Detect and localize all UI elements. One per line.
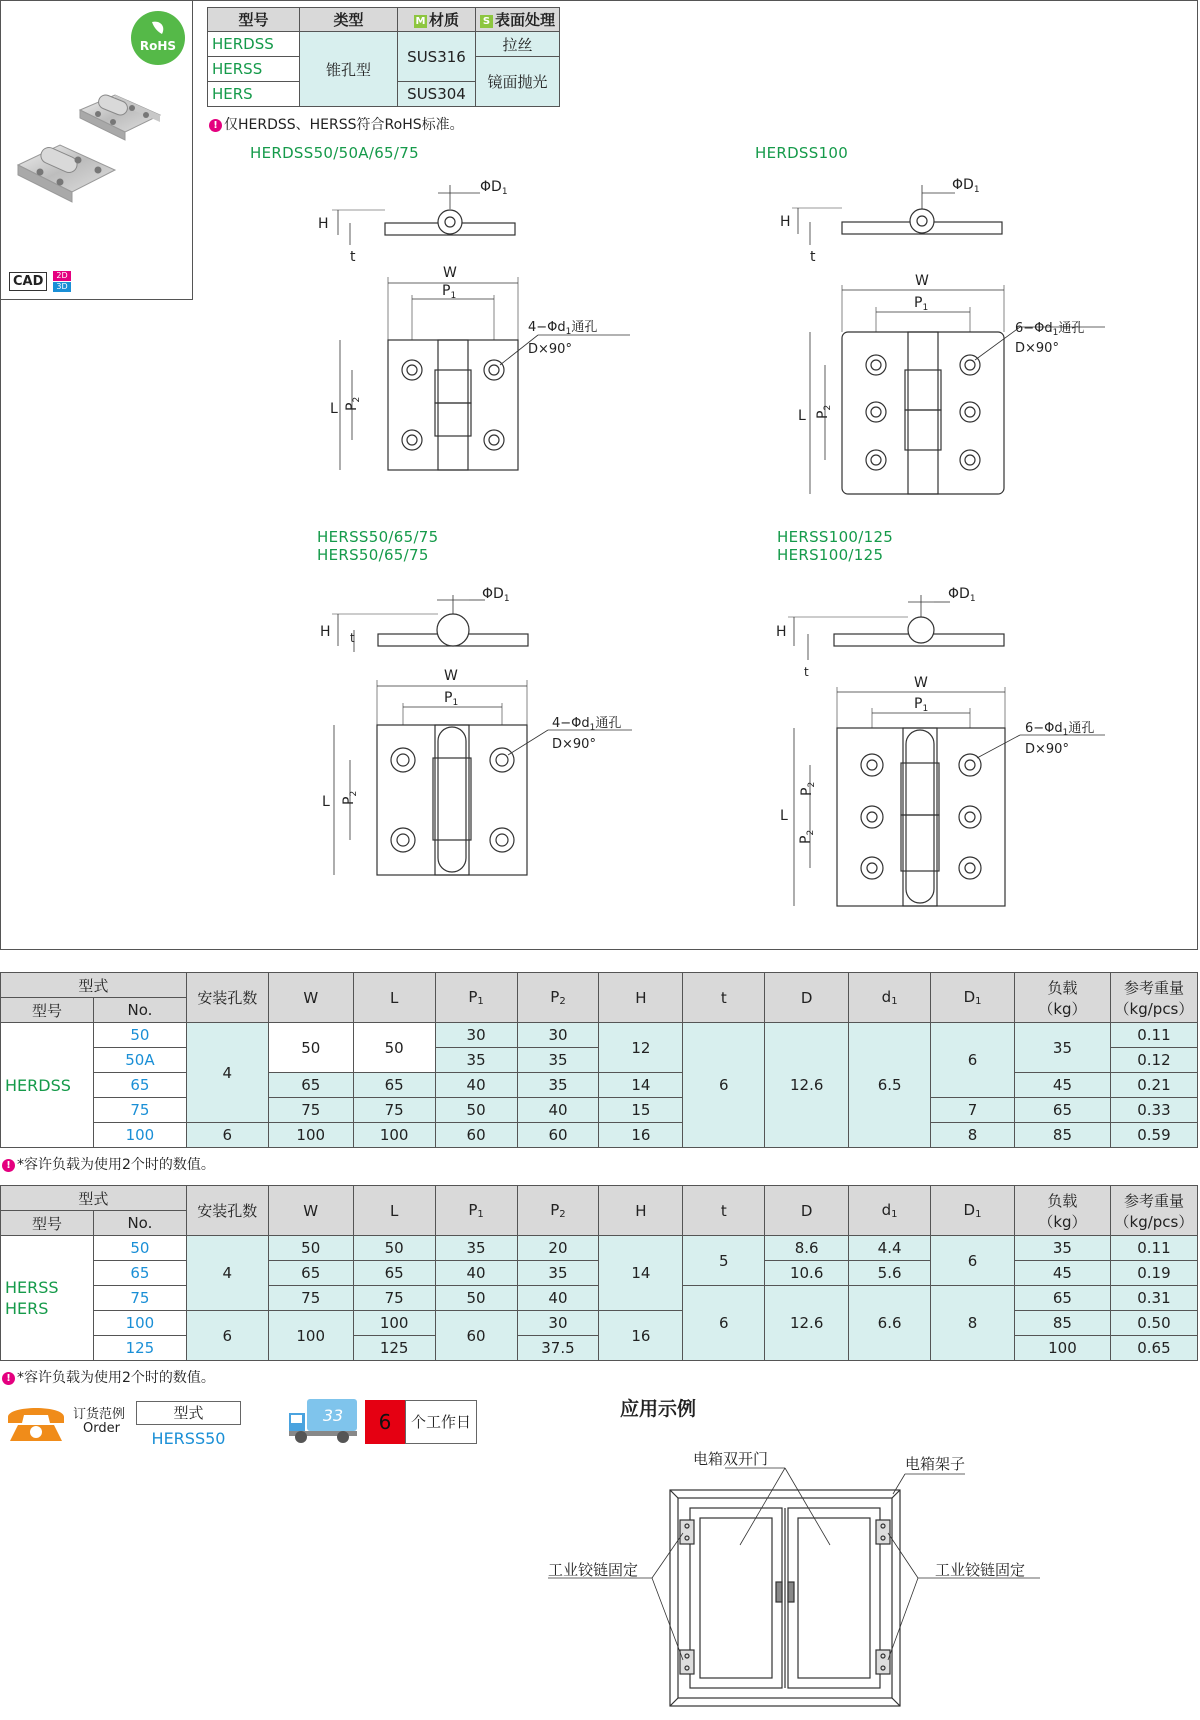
cell-holes: 6 [186, 1123, 268, 1148]
cell-w: 100 [268, 1123, 353, 1148]
svg-text:P2: $P_2$ [815, 404, 833, 419]
dim-p1-label: P [914, 696, 923, 712]
cell-weight: 0.65 [1110, 1336, 1197, 1361]
spec-model: HERDSS [208, 32, 300, 57]
header-d: D [765, 1186, 849, 1236]
order-label-cn: 订货范例 [73, 1407, 126, 1422]
dim-d1-label: ΦD [480, 179, 502, 195]
header-model: 型号 [1, 1211, 94, 1236]
hole [959, 857, 981, 879]
hole-suffix: 通孔 [1058, 321, 1085, 336]
dim-h-label: H [780, 214, 791, 230]
cell-p2: 20 [517, 1236, 599, 1261]
cell-h: 14 [599, 1236, 683, 1311]
cell-weight: 0.11 [1110, 1023, 1197, 1048]
table-no: 75 [93, 1098, 186, 1123]
svg-text:4−Φd1通孔: $4-\Phi d_1$通孔 [552, 716, 622, 733]
cad-3d-badge[interactable]: 3D [53, 282, 71, 292]
cell-weight: 0.21 [1110, 1073, 1197, 1098]
header-h: H [599, 1186, 683, 1236]
dim-p2-label: P [798, 835, 814, 844]
cell-p2: 40 [517, 1098, 599, 1123]
dim-h-label: H [318, 216, 329, 232]
table-no: 65 [93, 1073, 186, 1098]
table-no: 50 [93, 1023, 186, 1048]
cell-p1: 40 [435, 1073, 517, 1098]
cell-p1: 35 [435, 1048, 517, 1073]
cell-l: 75 [353, 1286, 435, 1311]
cell-w: 50 [268, 1236, 353, 1261]
header-load [1014, 973, 1110, 1023]
load-note [2, 1367, 215, 1387]
application-diagram [540, 1450, 1060, 1712]
header-p1-text: P [468, 988, 478, 1006]
hole [960, 450, 980, 470]
svg-text:6−Φd1通孔: $6-\Phi d_1$通孔 [1015, 321, 1085, 338]
cell-h: 12 [599, 1023, 683, 1073]
cell-p1: 60 [435, 1123, 517, 1148]
cell-load: 85 [1014, 1123, 1110, 1148]
dim-p2-label: P [344, 402, 360, 411]
hole-suffix: 通孔 [1068, 721, 1095, 736]
herss-spec-table [0, 1185, 1198, 1361]
header-d1-large: $D_1$ [931, 973, 1015, 1023]
drawing-title: HERSS50/65/75 [317, 528, 439, 546]
header-weight-1: 参考重量 [1123, 1191, 1184, 1210]
cell-load: 65 [1014, 1286, 1110, 1311]
header-w: W [268, 1186, 353, 1236]
cell-weight: 0.11 [1110, 1236, 1197, 1261]
cell-p1: 30 [435, 1023, 517, 1048]
cell-p2: 35 [517, 1048, 599, 1073]
cell-D1: 7 [931, 1098, 1015, 1123]
hinge-mark [680, 1650, 694, 1674]
truck-badge: 33 [322, 1406, 344, 1425]
spec-surface: 镜面抛光 [476, 57, 560, 107]
drawing-herdss-small [310, 165, 640, 485]
cell-weight: 0.31 [1110, 1286, 1197, 1311]
spec-table [207, 7, 560, 107]
cell-p1: 40 [435, 1261, 517, 1286]
countersink-label: D×90° [1015, 341, 1059, 356]
warning-icon: ! [2, 1159, 15, 1172]
hinge-mark [876, 1650, 890, 1674]
table-no: 125 [93, 1336, 186, 1361]
table-no: 65 [93, 1261, 186, 1286]
hole [960, 402, 980, 422]
cell-D1: 6 [931, 1236, 1015, 1286]
dim-t-label: t [350, 249, 356, 265]
drawing-herss-small [310, 580, 640, 900]
cell-l: 50 [353, 1236, 435, 1261]
dim-t-label: t [810, 249, 816, 265]
header-D1-text: D [963, 988, 976, 1006]
spec-material: SUS304 [398, 82, 476, 107]
hole [402, 360, 422, 380]
model-herss-label: HERSS [5, 1278, 59, 1297]
dim-t-label: t [804, 665, 809, 679]
table-no: 50 [93, 1236, 186, 1261]
header-p2: $P_2$ [517, 973, 599, 1023]
cell-t: 6 [683, 1286, 765, 1361]
dim-w-label: W [443, 265, 457, 281]
cell-p1: 50 [435, 1286, 517, 1311]
cell-t: 6 [683, 1023, 765, 1148]
rohs-text: RoHS [139, 39, 177, 53]
cell-p2: 30 [517, 1023, 599, 1048]
hole [960, 355, 980, 375]
header-load [1014, 1186, 1110, 1236]
countersink-label: D×90° [528, 342, 572, 357]
svg-text:6−Φd1通孔: $6-\Phi d_1$通孔 [1025, 721, 1095, 738]
spec-header-type: 类型 [300, 8, 398, 32]
cell-l: 65 [353, 1261, 435, 1286]
countersink-label: D×90° [1025, 742, 1069, 757]
header-holes: 安装孔数 [186, 1186, 268, 1236]
header-p1: $P_1$ [435, 973, 517, 1023]
dim-t-label: t [350, 631, 355, 645]
header-weight [1110, 973, 1197, 1023]
application-title: 应用示例 [620, 1398, 697, 1420]
dim-p2-label: P [799, 787, 815, 796]
cell-w: 100 [268, 1311, 353, 1361]
header-no: No. [93, 998, 186, 1023]
hole [391, 828, 415, 852]
spec-header-model: 型号 [208, 8, 300, 32]
spec-material: SUS316 [398, 32, 476, 82]
svg-text:4−Φd1通孔: $4-\Phi d_1$通孔 [528, 320, 598, 337]
drawing-herdss-100 [770, 165, 1130, 505]
hole [391, 748, 415, 772]
svg-text:P1: $P_1$ [444, 690, 459, 708]
cell-load: 45 [1014, 1261, 1110, 1286]
header-holes: 安装孔数 [186, 973, 268, 1023]
dim-d1-label: ΦD [952, 177, 974, 193]
delivery-days-label: 个工作日 [405, 1400, 477, 1444]
cell-holes: 6 [186, 1311, 268, 1361]
cell-load: 35 [1014, 1236, 1110, 1261]
cell-D1: 8 [931, 1123, 1015, 1148]
cell-l: 125 [353, 1336, 435, 1361]
header-t: t [683, 1186, 765, 1236]
header-load-1: 负载 [1047, 978, 1078, 997]
delivery-days: 6 [365, 1400, 405, 1444]
cell-d: 12.6 [765, 1286, 849, 1361]
load-note [2, 1154, 215, 1174]
cell-w: 75 [268, 1098, 353, 1123]
cell-d: 10.6 [765, 1261, 849, 1286]
cell-w: 65 [268, 1261, 353, 1286]
model-herss [1, 1236, 94, 1361]
header-l: L [353, 1186, 435, 1236]
cell-p1: 50 [435, 1098, 517, 1123]
model-hers-label: HERS [5, 1299, 49, 1318]
hole [959, 806, 981, 828]
rohs-badge [130, 10, 186, 66]
hole [866, 402, 886, 422]
cell-load: 65 [1014, 1098, 1110, 1123]
dim-p2-label: P [815, 410, 831, 419]
table-no: 50A [93, 1048, 186, 1073]
cell-l: 50 [353, 1023, 435, 1073]
cad-2d-badge[interactable]: 2D [53, 271, 71, 281]
hole [484, 360, 504, 380]
cell-d1: 6.6 [849, 1286, 931, 1361]
header-l: L [353, 973, 435, 1023]
material-label: 材质 [428, 11, 459, 29]
hole-label: 6−Φd [1015, 321, 1053, 336]
cell-load: 85 [1014, 1311, 1110, 1336]
load-note-text: *容许负载为使用2个时的数值。 [17, 1370, 215, 1386]
hinge-photo [10, 80, 185, 220]
hole [861, 857, 883, 879]
dim-l-label: L [322, 794, 330, 810]
cell-p2: 60 [517, 1123, 599, 1148]
cell-p2: 30 [517, 1311, 599, 1336]
cell-h: 16 [599, 1123, 683, 1148]
cell-d: 12.6 [765, 1023, 849, 1148]
cell-weight: 0.33 [1110, 1098, 1197, 1123]
cell-weight: 0.50 [1110, 1311, 1197, 1336]
table-no: 100 [93, 1123, 186, 1148]
cell-weight: 0.19 [1110, 1261, 1197, 1286]
cell-d1: 6.5 [849, 1023, 931, 1148]
cell-w: 50 [268, 1023, 353, 1073]
load-note-text: *容许负载为使用2个时的数值。 [17, 1157, 215, 1173]
cell-p2: 35 [517, 1261, 599, 1286]
spec-surface: 拉丝 [476, 32, 560, 57]
cell-l: 100 [353, 1311, 435, 1336]
table-no: 100 [93, 1311, 186, 1336]
dim-l-label: L [798, 408, 806, 424]
spec-type: 锥孔型 [300, 32, 398, 107]
door-label: 电箱双开门 [693, 1450, 769, 1468]
svg-text:ΦD1: $\Phi D_1$ [952, 177, 980, 195]
svg-text:P2: $P_2$ [341, 790, 359, 805]
cell-w: 75 [268, 1286, 353, 1311]
dim-w-label: W [914, 675, 928, 691]
hole [861, 754, 883, 776]
frame-label: 电箱架子 [905, 1455, 966, 1473]
header-load-2: （kg） [1038, 1212, 1087, 1231]
header-d1-small: $d_1$ [849, 1186, 931, 1236]
hinge-label-right: 工业铰链固定 [935, 1561, 1026, 1579]
cell-D1: 8 [931, 1286, 1015, 1361]
cell-d: 8.6 [765, 1236, 849, 1261]
header-d1-text: d [881, 988, 892, 1006]
svg-text:P1: $P_1$ [914, 295, 929, 313]
hole [484, 430, 504, 450]
header-d1-text: d [881, 1201, 892, 1219]
header-form: 型式 [1, 973, 187, 998]
svg-text:P2: $P_2$ [344, 396, 362, 411]
hinge-mark [876, 1520, 890, 1544]
header-p1-text: P [468, 1201, 478, 1219]
cell-h: 16 [599, 1311, 683, 1361]
dim-l-label: L [330, 401, 338, 417]
cell-holes: 4 [186, 1023, 268, 1123]
hole [490, 748, 514, 772]
cell-t: 5 [683, 1236, 765, 1286]
drawing-title: HERSS100/125 [777, 528, 894, 546]
header-w: W [268, 973, 353, 1023]
cell-D1: 6 [931, 1023, 1015, 1098]
drawing-title: HERS50/65/75 [317, 546, 429, 564]
svg-text:P1: $P_1$ [442, 283, 457, 301]
table-no: 75 [93, 1286, 186, 1311]
dim-p2-label: P [341, 796, 357, 805]
herdss-spec-table [0, 972, 1198, 1148]
drawing-title: HERDSS100 [755, 144, 849, 162]
model-herdss: HERDSS [1, 1023, 94, 1148]
header-weight-2: （kg/pcs） [1114, 1212, 1194, 1231]
hole [866, 355, 886, 375]
hole-label: 4−Φd [528, 320, 566, 335]
cell-load: 100 [1014, 1336, 1110, 1361]
delivery-truck-icon [287, 1397, 359, 1445]
cell-h: 14 [599, 1073, 683, 1098]
header-no: No. [93, 1211, 186, 1236]
order-example: HERSS50 [151, 1429, 226, 1448]
cell-load: 35 [1014, 1023, 1110, 1073]
header-weight-2: （kg/pcs） [1114, 999, 1194, 1018]
hole [861, 806, 883, 828]
warning-icon: ! [209, 119, 222, 132]
order-form-header: 型式 [136, 1401, 241, 1425]
header-t: t [683, 973, 765, 1023]
header-p2: $P_2$ [517, 1186, 599, 1236]
warning-icon: ! [2, 1372, 15, 1385]
header-weight [1110, 1186, 1197, 1236]
header-d: D [765, 973, 849, 1023]
header-d1-large: $D_1$ [931, 1186, 1015, 1236]
header-p2-text: P [550, 1201, 560, 1219]
cell-d1: 4.4 [849, 1236, 931, 1261]
hole [866, 450, 886, 470]
drawing-herss-100 [770, 580, 1130, 920]
svg-text:ΦD1: $\Phi D_1$ [482, 586, 510, 604]
header-form: 型式 [1, 1186, 187, 1211]
svg-text:P2: $P_2$ [799, 781, 817, 796]
spec-header-material [398, 8, 476, 32]
dim-w-label: W [915, 273, 929, 289]
hole [402, 430, 422, 450]
cell-load: 45 [1014, 1073, 1110, 1098]
material-tag: M [415, 16, 426, 27]
svg-text:ΦD1: $\Phi D_1$ [480, 179, 508, 197]
spec-model: HERS [208, 82, 300, 107]
cad-badge[interactable]: CAD [9, 272, 47, 291]
cell-p2: 40 [517, 1286, 599, 1311]
header-model: 型号 [1, 998, 94, 1023]
dim-d1-label: ΦD [482, 586, 504, 602]
cell-weight: 0.59 [1110, 1123, 1197, 1148]
cell-w: 65 [268, 1073, 353, 1098]
rohs-note-text: 仅HERDSS、HERSS符合RoHS标准。 [224, 117, 464, 133]
cell-l: 65 [353, 1073, 435, 1098]
cell-p2: 35 [517, 1073, 599, 1098]
header-h: H [599, 973, 683, 1023]
order-label-en: Order [83, 1421, 120, 1436]
hole-suffix: 通孔 [571, 320, 598, 335]
cell-holes: 4 [186, 1236, 268, 1311]
countersink-label: D×90° [552, 737, 596, 752]
drawing-title: HERS100/125 [777, 546, 884, 564]
rohs-note [209, 114, 464, 134]
header-weight-1: 参考重量 [1123, 978, 1184, 997]
drawing-title: HERDSS50/50A/65/75 [250, 144, 419, 162]
dim-p1-label: P [444, 690, 453, 706]
dim-l-label: L [780, 808, 788, 824]
cell-l: 75 [353, 1098, 435, 1123]
dim-w-label: W [444, 668, 458, 684]
dim-h-label: H [776, 624, 787, 640]
cell-p1: 35 [435, 1236, 517, 1261]
header-d1-small: $d_1$ [849, 973, 931, 1023]
svg-text:ΦD1: $\Phi D_1$ [948, 586, 976, 604]
product-image-box [0, 0, 193, 300]
svg-text:P1: $P_1$ [914, 696, 929, 714]
spec-model: HERSS [208, 57, 300, 82]
header-load-1: 负载 [1047, 1191, 1078, 1210]
header-p2-text: P [550, 988, 560, 1006]
cell-h: 15 [599, 1098, 683, 1123]
cell-d1: 5.6 [849, 1261, 931, 1286]
cell-l: 100 [353, 1123, 435, 1148]
header-p1: $P_1$ [435, 1186, 517, 1236]
phone-icon [4, 1399, 68, 1445]
hole-label: 6−Φd [1025, 721, 1063, 736]
cell-weight: 0.12 [1110, 1048, 1197, 1073]
header-D1-text: D [963, 1201, 976, 1219]
surface-tag: S [480, 15, 493, 28]
hole-label: 4−Φd [552, 716, 590, 731]
cell-p2: 37.5 [517, 1336, 599, 1361]
cell-p1: 60 [435, 1311, 517, 1361]
hole-suffix: 通孔 [595, 716, 622, 731]
dim-d1-label: ΦD [948, 586, 970, 602]
surface-label: 表面处理 [494, 11, 555, 29]
hole [490, 828, 514, 852]
svg-text:P2: $P_2$ [798, 829, 816, 844]
dim-p1-label: P [914, 295, 923, 311]
header-load-2: （kg） [1038, 999, 1087, 1018]
hinge-mark [680, 1520, 694, 1544]
dim-h-label: H [320, 624, 331, 640]
dim-p1-label: P [442, 283, 451, 299]
spec-header-surface [476, 8, 560, 32]
hinge-label-left: 工业铰链固定 [548, 1561, 639, 1579]
